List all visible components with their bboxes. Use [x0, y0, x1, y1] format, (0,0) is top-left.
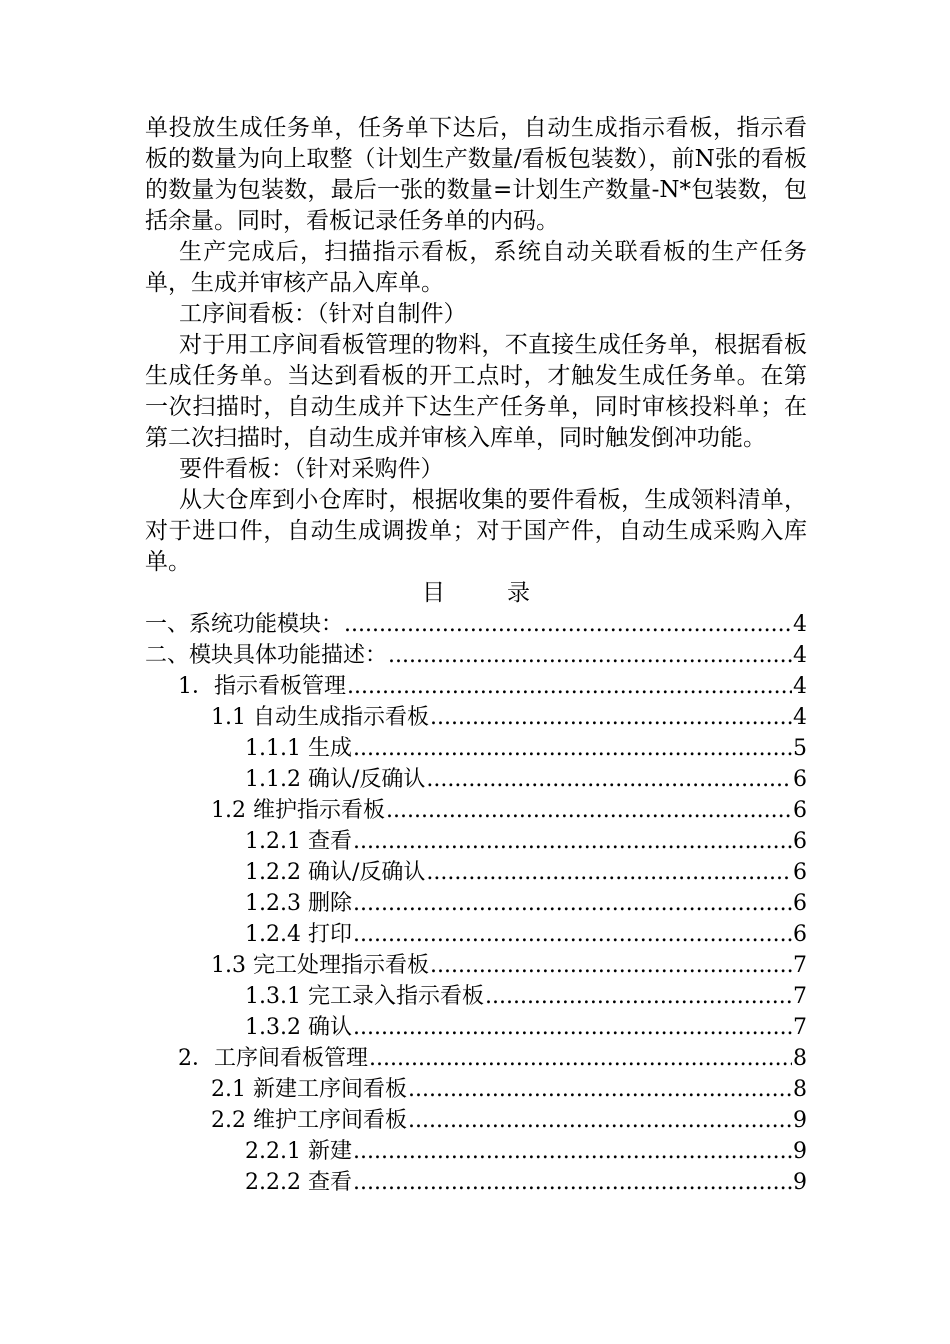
toc-entry[interactable] [145, 1167, 807, 1198]
toc-page-number: 6 [793, 860, 807, 885]
toc-leader-dots [485, 981, 792, 1012]
toc-entry-label: 1.2.2 确认/反确认 [245, 860, 426, 885]
toc-page-number: 6 [793, 891, 807, 916]
toc-leader-dots [388, 640, 792, 671]
toc-entry[interactable] [145, 857, 807, 888]
toc-title: 目录 [422, 580, 592, 606]
toc-entry[interactable] [145, 702, 807, 733]
toc-entry[interactable] [145, 609, 807, 640]
toc-entry-label: 2.1 新建工序间看板 [211, 1077, 407, 1102]
toc-page-number: 8 [793, 1077, 807, 1102]
toc-entry[interactable] [145, 1012, 807, 1043]
paragraph: 生产完成后，扫描指示看板，系统自动关联看板的生产任务单，生成并审核产品入库单。 [145, 239, 807, 296]
toc-leader-dots [408, 1074, 792, 1105]
toc-leader-dots [426, 857, 792, 888]
toc-leader-dots [353, 919, 792, 950]
toc-entry[interactable] [145, 795, 807, 826]
toc-leader-dots [430, 702, 792, 733]
toc-page-number: 4 [793, 705, 807, 730]
toc-entry-label: 1.1 自动生成指示看板 [211, 705, 429, 730]
toc-entry[interactable] [145, 888, 807, 919]
toc-leader-dots [430, 950, 792, 981]
toc-leader-dots [426, 764, 792, 795]
toc-entry-label: 1.3.1 完工录入指示看板 [245, 984, 484, 1009]
toc-entry-label: 1.1.1 生成 [245, 736, 352, 761]
toc-page-number: 7 [793, 984, 807, 1009]
toc-leader-dots [353, 1012, 792, 1043]
toc-page-number: 9 [793, 1108, 807, 1133]
toc-leader-dots [353, 826, 792, 857]
paragraph: 从大仓库到小仓库时，根据收集的要件看板，生成领料清单，对于进口件，自动生成调拨单；对于国产件，自动生成采购入库单。 [145, 487, 807, 575]
toc-leader-dots [408, 1105, 792, 1136]
toc-entry-label: 1.2.4 打印 [245, 922, 352, 947]
toc-page-number: 7 [793, 1015, 807, 1040]
toc-page-number: 6 [793, 922, 807, 947]
toc-entry[interactable] [145, 1105, 807, 1136]
toc-entry-label: 1.2 维护指示看板 [211, 798, 385, 823]
toc-entry-label: 一、系统功能模块： [145, 612, 344, 637]
toc-page-number: 5 [793, 736, 807, 761]
toc-page-number: 9 [793, 1170, 807, 1195]
toc-entry[interactable] [145, 1136, 807, 1167]
toc-leader-dots [353, 733, 792, 764]
section-heading: 要件看板：（针对采购件） [179, 456, 444, 482]
toc-page-number: 9 [793, 1139, 807, 1164]
toc-entry-label: 1.2.1 查看 [245, 829, 352, 854]
toc-entry-label: 2.2 维护工序间看板 [211, 1108, 407, 1133]
toc-page-number: 4 [793, 612, 807, 637]
toc-leader-dots [353, 1136, 792, 1167]
paragraph: 单投放生成任务单，任务单下达后，自动生成指示看板，指示看板的数量为向上取整（计划生产数量/看板包装数），前N张的看板的数量为包装数，最后一张的数量=计划生产数量-N*包装数，包括余量。同时，看板记录任务单的内码。 [145, 115, 807, 234]
toc-leader-dots [344, 609, 792, 640]
toc-entry-label: 1.1.2 确认/反确认 [245, 767, 426, 792]
toc-entry[interactable] [145, 826, 807, 857]
section-heading: 工序间看板：（针对自制件） [179, 301, 467, 327]
toc-leader-dots [353, 888, 792, 919]
toc-leader-dots [369, 1043, 792, 1074]
toc-entry[interactable] [145, 733, 807, 764]
toc-leader-dots [347, 671, 792, 702]
table-of-contents [145, 578, 807, 1198]
toc-entry[interactable] [145, 919, 807, 950]
toc-entry[interactable] [145, 1043, 807, 1074]
toc-entry[interactable] [145, 950, 807, 981]
toc-entry-label: 1.3.2 确认 [245, 1015, 352, 1040]
toc-entry-label: 1.3 完工处理指示看板 [211, 953, 429, 978]
toc-list [145, 609, 807, 1198]
toc-page-number: 6 [793, 767, 807, 792]
toc-page-number: 4 [793, 674, 807, 699]
toc-page-number: 8 [793, 1046, 807, 1071]
toc-entry-label: 2.2.2 查看 [245, 1170, 352, 1195]
toc-entry-label: 二、模块具体功能描述： [145, 643, 388, 668]
toc-entry[interactable] [145, 640, 807, 671]
body-text [145, 113, 807, 578]
toc-page-number: 6 [793, 829, 807, 854]
toc-page-number: 4 [793, 643, 807, 668]
toc-page-number: 7 [793, 953, 807, 978]
toc-leader-dots [386, 795, 792, 826]
document-page [145, 113, 807, 1198]
toc-leader-dots [353, 1167, 792, 1198]
toc-entry-label: 2.2.1 新建 [245, 1139, 352, 1164]
toc-entry-label: 1．指示看板管理 [178, 674, 346, 699]
toc-entry[interactable] [145, 671, 807, 702]
paragraph: 对于用工序间看板管理的物料，不直接生成任务单，根据看板生成任务单。当达到看板的开工点时，才触发生成任务单。在第一次扫描时，自动生成并下达生产任务单，同时审核投料单；在第二次扫描时，自动生成并审核入库单，同时触发倒冲功能。 [145, 332, 807, 451]
toc-entry[interactable] [145, 1074, 807, 1105]
toc-entry[interactable] [145, 981, 807, 1012]
toc-entry[interactable] [145, 764, 807, 795]
toc-entry-label: 2．工序间看板管理 [178, 1046, 368, 1071]
toc-entry-label: 1.2.3 删除 [245, 891, 352, 916]
toc-page-number: 6 [793, 798, 807, 823]
